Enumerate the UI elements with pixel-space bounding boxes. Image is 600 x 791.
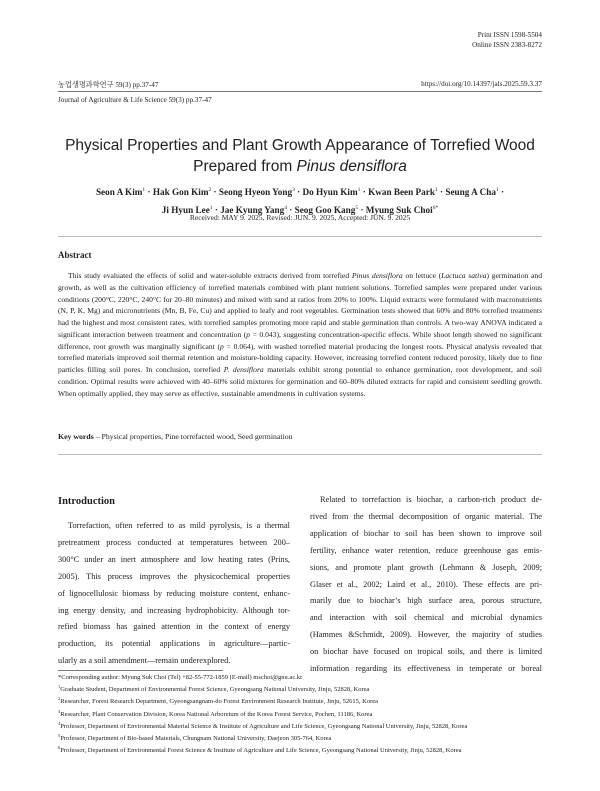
abstract-text: materials exhibit strong potential to enhance germination, root development, and soil condition. Optimal results were achieved with 40–60% solid mixtures for germination and 60–80% diluted extracts for rapid and consistent seedling growth. When optimally applied, they may serve as effective, sustainable amendments in cultivation systems. xyxy=(58,365,542,398)
header-rule xyxy=(58,91,542,92)
body-text-line: rived from the thermal decomposition of organic material. The xyxy=(310,511,542,521)
abstract-body xyxy=(58,270,542,399)
intro-column-right xyxy=(310,492,542,678)
author-name: Seog Goo Kang$^5$ xyxy=(294,205,359,216)
body-text-line: 300°C under an inert atmosphere and low heating rates (Prins, xyxy=(58,554,290,564)
body-text-line: pretreatment process conducted at temperatures between 200– xyxy=(58,537,290,547)
keywords xyxy=(58,432,293,441)
divider xyxy=(58,236,542,237)
abstract-heading: Abstract xyxy=(58,250,92,260)
body-text-line: Related to torrefaction is biochar, a carbon-rich product de- xyxy=(320,495,542,504)
footnote-text: Professor, Department of Bio-based Materials, Chungnam National University, Daejeon 305-764, Korea xyxy=(60,735,332,743)
author-name: Do Hyun Kim$^1$ xyxy=(302,187,361,198)
author-affiliation-mark: 5 xyxy=(355,205,359,212)
footnote-text: Researcher, Forest Research Department, Gyeongsangnam-do Forest Environment Research Institute, Jinju, 52615, Korea xyxy=(60,698,379,706)
author-separator: · xyxy=(211,187,219,198)
body-text-line: sions, and promote plant growth (Lehmann & Joseph, 2009; xyxy=(310,562,542,572)
body-text-line: application of biochar to soil has been shown to improve soil xyxy=(310,528,542,538)
author-affiliation-mark: 1 xyxy=(434,187,438,193)
footnote-mark: 3 xyxy=(58,708,61,714)
author-separator: · xyxy=(498,187,505,198)
body-text-line: production, its potential applications in agriculture—partic- xyxy=(58,639,290,649)
author-separator: · xyxy=(145,187,153,198)
author-separator: · xyxy=(358,205,366,216)
received-dates: Received: MAY 9. 2025, Revised: JUN. 9. 2025, Accepted: JUN. 9. 2025 xyxy=(189,213,411,222)
author-name: Seon A Kim$^1$ xyxy=(95,187,146,198)
doi-link[interactable]: https://doi.org/10.14397/jals.2025.59.3.37 xyxy=(421,80,542,88)
author-separator: · xyxy=(294,187,303,198)
author-name: Hak Gon Kim$^2$ xyxy=(152,187,212,198)
author-affiliation-mark: 1 xyxy=(209,205,213,212)
body-text-line: and interaction with soil chemical and microbial dynamics xyxy=(310,613,542,623)
footnote xyxy=(58,719,542,731)
author-name: Seung A Cha$^1$ xyxy=(445,187,499,198)
body-text-line: ularly as a soil amendment—remain underexplored. xyxy=(58,656,231,666)
footnotes xyxy=(58,673,542,756)
author-separator: · xyxy=(212,205,221,216)
footnote-mark: 6 xyxy=(58,745,61,751)
author-affiliation-mark: 1 xyxy=(495,187,499,193)
author-affiliation-mark: 2 xyxy=(208,187,212,193)
footnote-text: *Corresponding author: Myung Suk Choi (Tel) +82-55-772-1859 (E-mail) mschoi@gnu.ac.kr xyxy=(58,674,303,681)
author-name: Kwan Been Park$^1$ xyxy=(368,187,438,198)
footnote-mark: 1 xyxy=(58,684,61,690)
introduction-heading: Introduction xyxy=(58,496,115,507)
body-text-line: 2005). This process improves the physicochemical properties xyxy=(58,571,290,581)
footnote-mark: 2 xyxy=(58,696,61,702)
footnote-text: Professor, Department of Environmental Forest Science & Institute of Agriculture and Life Science, Gyeongsang National University, Jinju, 52828, Korea xyxy=(60,747,462,755)
divider xyxy=(58,454,542,455)
footnote-text: Professor, Department of Environmental Material Science & Institute of Agriculture and Life Science, Gyeongsang National University, Jinju, 52828, Korea xyxy=(60,723,468,730)
title-line-1: Physical Properties and Plant Growth Appearance of Torrefied Wood xyxy=(65,137,535,154)
body-text-line: on biochar have focused on tropical soils, and there is limited xyxy=(310,647,542,657)
author-line xyxy=(58,182,542,200)
author-separator: · xyxy=(360,187,369,198)
abstract-text: = 0.043), suggesting concentration-specific effects. While shoot length showed no significant difference, root growth was marginally significant ( xyxy=(58,329,542,351)
journal-english-name: Journal of Agriculture & Life Science 59(3) pp.37-47 xyxy=(58,96,212,104)
author-affiliation-mark: 4 xyxy=(284,205,287,212)
journal-korean-name: 농업생명과학연구 59(3) pp.37-47 xyxy=(58,81,159,89)
footnote xyxy=(58,707,542,719)
body-text-line: of lignocellulosic biomass by reducing moisture content, enhanc- xyxy=(58,588,290,598)
abstract-p-symbol: p xyxy=(220,341,224,351)
body-text-line: (Hammes &Schmidt, 2009). However, the majority of studies xyxy=(310,630,542,640)
author-affiliation-mark: 6* xyxy=(432,205,439,212)
title-species: Pinus densiflora xyxy=(296,158,407,175)
footnote xyxy=(58,743,542,755)
author-affiliation-mark: 1 xyxy=(357,187,361,193)
footnote-text: Graduate Student, Department of Environmental Forest Science, Gyeongsang National University, Jinju, 52828, Korea xyxy=(60,686,370,694)
footnote xyxy=(58,682,542,694)
body-text-line: Glaser et al., 2002; Laird et al., 2010). These effects are pri- xyxy=(310,579,542,589)
abstract-species: Lactuca sativa xyxy=(441,271,487,280)
keywords-text: Physical properties, Pine torrefacted wood, Seed germination xyxy=(101,432,293,441)
online-issn: Online ISSN 2383-8272 xyxy=(472,41,542,49)
body-text-line: marily due to biochar’s high surface area, porous structure, xyxy=(310,596,542,606)
abstract-p-symbol: p xyxy=(246,329,251,339)
body-text-line: Torrefaction, often referred to as mild pyrolysis, is a thermal xyxy=(68,521,290,530)
author-name: Myung Suk Choi$^{6*}$ xyxy=(365,205,439,216)
abstract-text: = 0.064), with washed torrefied material producing the longest roots. Physical analysis revealed that torrefied materials improved soil thermal retention and moisture-holding capacity. However, increasing torrefied content reduced porosity, likely due to fine particles filling soil pores. In conclusion, torrefied xyxy=(58,341,542,374)
keywords-label: Key words xyxy=(58,432,94,441)
abstract-species: P. densiflora xyxy=(223,365,264,374)
footnote xyxy=(58,673,542,682)
footnote-mark: 4 xyxy=(58,720,61,726)
footnote xyxy=(58,731,542,743)
footnote-mark: 5 xyxy=(58,733,61,739)
abstract-species: Pinus densiflora xyxy=(351,271,403,280)
footnote-rule xyxy=(58,670,223,671)
footnote xyxy=(58,694,542,706)
author-name: Seong Hyeon Yong$^3$ xyxy=(218,187,295,198)
keywords-dash: – xyxy=(93,432,102,441)
author-name: Jae Kyung Yang$^4$ xyxy=(220,205,287,216)
author-affiliation-mark: 1 xyxy=(142,187,146,193)
abstract-text: on lettuce ( xyxy=(402,271,442,280)
body-text-line: refied biomass has gained attention in the context of energy xyxy=(58,622,290,632)
intro-column-left xyxy=(58,518,290,670)
author-name: Ji Hyun Lee$^1$ xyxy=(161,205,213,216)
author-separator: · xyxy=(437,187,446,198)
abstract-text: This study evaluated the effects of solid and water-soluble extracts derived from torrefied xyxy=(68,271,352,280)
author-separator: · xyxy=(286,205,295,216)
title-prefix: Prepared from xyxy=(193,158,297,175)
print-issn: Print ISSN 1598-5504 xyxy=(477,31,542,39)
footnote-text: Researcher, Plant Conservation Division, Korea National Arboretum of the Korea Forest Service, Pochen, 11186, Korea xyxy=(60,710,373,718)
issn-block xyxy=(472,30,542,50)
body-text-line: ing energy density, and increasing hydrophobicity. Although tor- xyxy=(58,605,290,615)
author-affiliation-mark: 3 xyxy=(292,187,295,193)
paper-title xyxy=(58,135,542,177)
title-line-2 xyxy=(58,156,542,177)
body-text-line: fertility, enhance water retention, reduce greenhouse gas emis- xyxy=(310,545,542,555)
body-text-line: information regarding its effectiveness in temperate or boreal xyxy=(310,664,542,674)
abstract-text: ) germination and growth, as well as the cultivation efficiency of torrefied materials combined with plant nutrient solutions. Torrefied samples were prepared under various conditions (200°C, 220°C, 240°C for 20–80 minutes) and mixed with sand at ratios from 20% to 100%. Liquid extracts were formulated with macronutrients (N, P, K, Mg) and micronutrients (Mn, B, Fe, Cu) and applied to leafy and root vegetables. Germination tests showed that 60% and 80% torrefied treatments had the highest and most consistent rates, with torrefied samples promoting more rapid and stable germination than controls. A two-way ANOVA indicated a significant interaction between treatment and concentration ( xyxy=(58,271,543,339)
